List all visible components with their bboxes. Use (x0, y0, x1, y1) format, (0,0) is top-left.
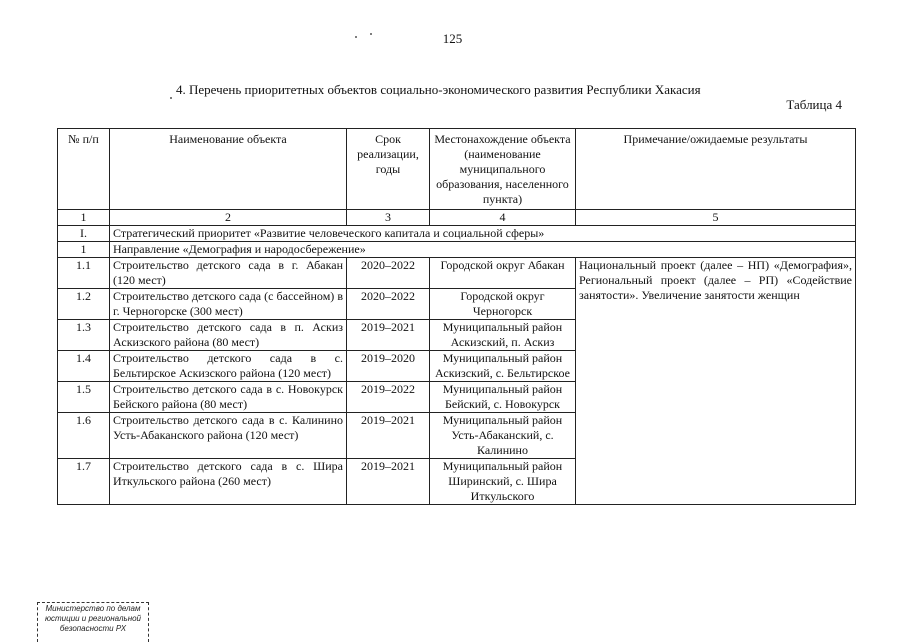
row-num: 1.4 (58, 351, 110, 382)
row-num: 1.5 (58, 382, 110, 413)
stamp-line: юстиции и региональной (44, 614, 142, 623)
scan-speck (370, 33, 372, 35)
table-label: Таблица 4 (786, 97, 842, 112)
row-object-name: Строительство детского сада в с. Бельтирское Аскизского района (120 мест) (110, 351, 347, 382)
header-location: Местонахождение объекта (наименование муниципального образования, населенного пункта) (430, 129, 576, 210)
row-term: 2020–2022 (347, 289, 430, 320)
stamp-line: безопасности РХ (59, 624, 127, 633)
section-num: I. (58, 226, 110, 242)
direction-row (58, 242, 856, 258)
direction-text: Направление «Демография и народосбережение» (110, 242, 856, 258)
row-note: Национальный проект (далее – НП) «Демография», Региональный проект (далее – РП) «Содействие занятости». Увеличение занятости женщин (576, 258, 856, 505)
row-location: Муниципальный район Усть-Абаканский, с. Калинино (430, 413, 576, 459)
row-location: Городской округ Абакан (430, 258, 576, 289)
row-location: Муниципальный район Аскизский, с. Бельтирское (430, 351, 576, 382)
row-location: Городской округ Черногорск (430, 289, 576, 320)
priority-objects-table (57, 128, 856, 505)
row-object-name: Строительство детского сада в с. Новокурск Бейского района (80 мест) (110, 382, 347, 413)
stamp-line: Министерство по делам (45, 604, 141, 613)
direction-num: 1 (58, 242, 110, 258)
row-term: 2019–2022 (347, 382, 430, 413)
section-row (58, 226, 856, 242)
row-location: Муниципальный район Бейский, с. Новокурск (430, 382, 576, 413)
row-object-name: Строительство детского сада в г. Абакан (120 мест) (110, 258, 347, 289)
header-num: № п/п (58, 129, 110, 210)
header-row (58, 129, 856, 210)
row-term: 2019–2020 (347, 351, 430, 382)
header-term: Срок реализации, годы (347, 129, 430, 210)
ministry-stamp (37, 602, 149, 642)
header-note: Примечание/ожидаемые результаты (576, 129, 856, 210)
row-term: 2019–2021 (347, 459, 430, 505)
column-number: 2 (110, 210, 347, 226)
column-number: 5 (576, 210, 856, 226)
row-object-name: Строительство детского сада в с. Калинино Усть-Абаканского района (120 мест) (110, 413, 347, 459)
column-number-row (58, 210, 856, 226)
row-num: 1.2 (58, 289, 110, 320)
row-object-name: Строительство детского сада в п. Аскиз Аскизского района (80 мест) (110, 320, 347, 351)
section-text: Стратегический приоритет «Развитие человеческого капитала и социальной сферы» (110, 226, 856, 242)
row-num: 1.7 (58, 459, 110, 505)
row-term: 2020–2022 (347, 258, 430, 289)
row-object-name: Строительство детского сада в с. Шира Иткульского района (260 мест) (110, 459, 347, 505)
scan-speck (170, 97, 172, 99)
scan-speck (355, 36, 357, 38)
column-number: 3 (347, 210, 430, 226)
header-object-name: Наименование объекта (110, 129, 347, 210)
document-title: 4. Перечень приоритетных объектов социально-экономического развития Республики Хакасия (176, 82, 701, 97)
row-term: 2019–2021 (347, 413, 430, 459)
row-num: 1.1 (58, 258, 110, 289)
table-row (58, 258, 856, 289)
row-num: 1.3 (58, 320, 110, 351)
row-location: Муниципальный район Ширинский, с. Шира Иткульского (430, 459, 576, 505)
row-object-name: Строительство детского сада (с бассейном) в г. Черногорске (300 мест) (110, 289, 347, 320)
column-number: 4 (430, 210, 576, 226)
row-location: Муниципальный район Аскизский, п. Аскиз (430, 320, 576, 351)
row-num: 1.6 (58, 413, 110, 459)
row-term: 2019–2021 (347, 320, 430, 351)
page-number: 125 (442, 31, 463, 46)
column-number: 1 (58, 210, 110, 226)
